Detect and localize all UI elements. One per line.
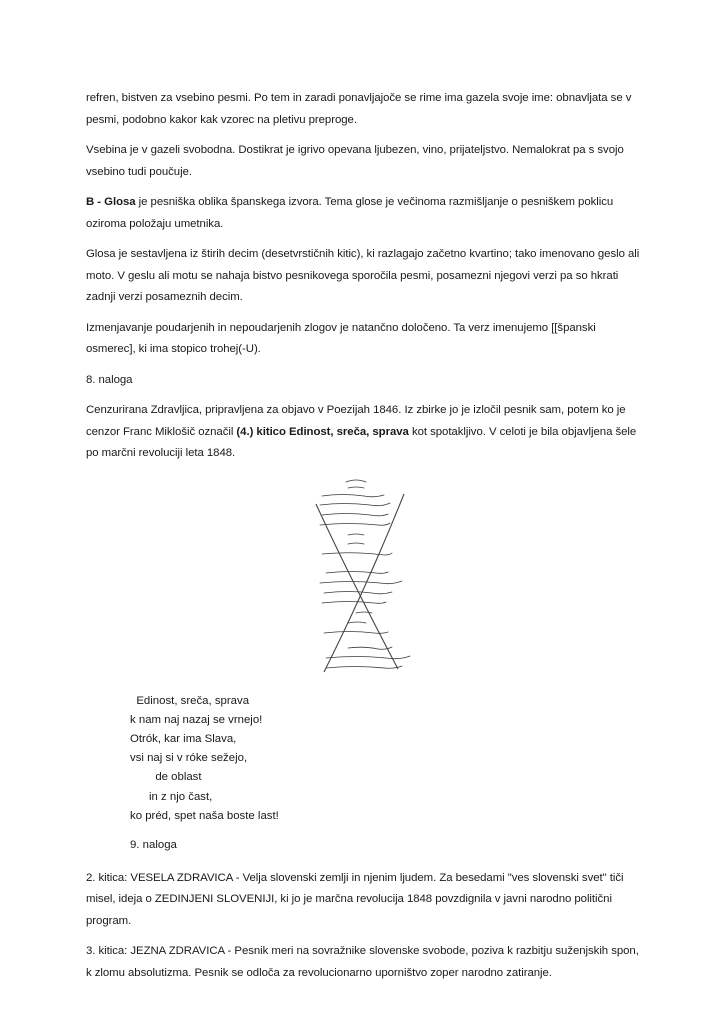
zdravljica-text-b: kot spotakljivo. V celoti je bila objavljena šele po marčni revoluciji leta 1848. — [86, 425, 637, 459]
poem-line-4: vsi naj si v róke sežejo, — [130, 752, 248, 765]
paragraph-gazela-vsebina: Vsebina je v gazeli svobodna. Dostikrat je igrivo opevana ljubezen, vino, prijateljstvo. Nemalokrat pa s svojo vsebino tudi poučuje. — [86, 144, 624, 178]
heading-naloga-8: 8. naloga — [86, 373, 133, 386]
poem-line-5: de oblast — [130, 771, 202, 784]
zdravljica-bold-kitica: (4.) kitico Edinost, sreča, sprava — [236, 425, 409, 438]
manuscript-drawing — [308, 474, 418, 679]
paragraph-gazela-refren: refren, bistven za vsebino pesmi. Po tem in zaradi ponavljajoče se rime ima gazela svoje ime: obnavljata se v pesmi, podobno kakor kak vzorec na pletivu preproge. — [86, 92, 632, 126]
paragraph-kitica-3: 3. kitica: JEZNA ZDRAVICA - Pesnik meri na sovražnike slovenske svobode, poziva k razbitju suženjskih spon, k zlomu absolutizma. Pesnik se odloča za revolucionarno uporništvo zoper narodno zatiranje. — [86, 945, 639, 979]
glosa-intro-text: je pesniška oblika španskega izvora. Tema glose je večinoma razmišljanje o pesniškem poklicu oziroma položaju umetnika. — [86, 196, 614, 230]
paragraph-glosa-ritem: Izmenjavanje poudarjenih in nepoudarjenih zlogov je natančno določeno. Ta verz imenujemo [[španski osmerec], ki ima stopico trohej(-U). — [86, 321, 596, 355]
glosa-heading: B - Glosa — [86, 196, 136, 208]
poem-line-1: Edinost, sreča, sprava — [130, 694, 250, 707]
poem-stanza — [130, 692, 646, 826]
heading-naloga-9: 9. naloga — [130, 838, 177, 851]
document-page — [86, 88, 646, 993]
censored-manuscript-image — [86, 474, 646, 684]
paragraph-glosa-zgradba: Glosa je sestavljena iz štirih decim (desetvrstičnih kitic), ki razlagajo začetno kvartino; tako imenovano geslo ali moto. V geslu ali motu se nahaja bistvo pesnikovega sporočila pesmi, posamezni njegovi verzi pa so hkrati zadnji verzi posameznih decim. — [86, 248, 640, 303]
poem-line-6: in z njo čast, — [130, 790, 213, 803]
poem-line-7: ko préd, spet naša boste last! — [130, 809, 279, 822]
paragraph-kitica-2: 2. kitica: VESELA ZDRAVICA - Velja slovenski zemlji in njenim ljudem. Za besedami "ves slovenski svet" tiči misel, ideja o ZEDINJENI SLOVENIJI, ki jo je marčna revolucija 1848 povzdignila v javni narodno politični program. — [86, 871, 624, 927]
paragraph-cenzurirana-zdravljica — [86, 400, 646, 465]
paragraph-glosa-intro — [86, 192, 646, 235]
poem-line-2: k nam naj nazaj se vrnejo! — [130, 713, 263, 726]
zdravljica-text-a: Cenzurirana Zdravljica, pripravljena za objavo v Poezijah 1846. Iz zbirke jo je izločil pesnik sam, potem ko je cenzor Franc Miklošič označil — [86, 404, 626, 438]
poem-line-3: Otrók, kar ima Slava, — [130, 732, 237, 745]
